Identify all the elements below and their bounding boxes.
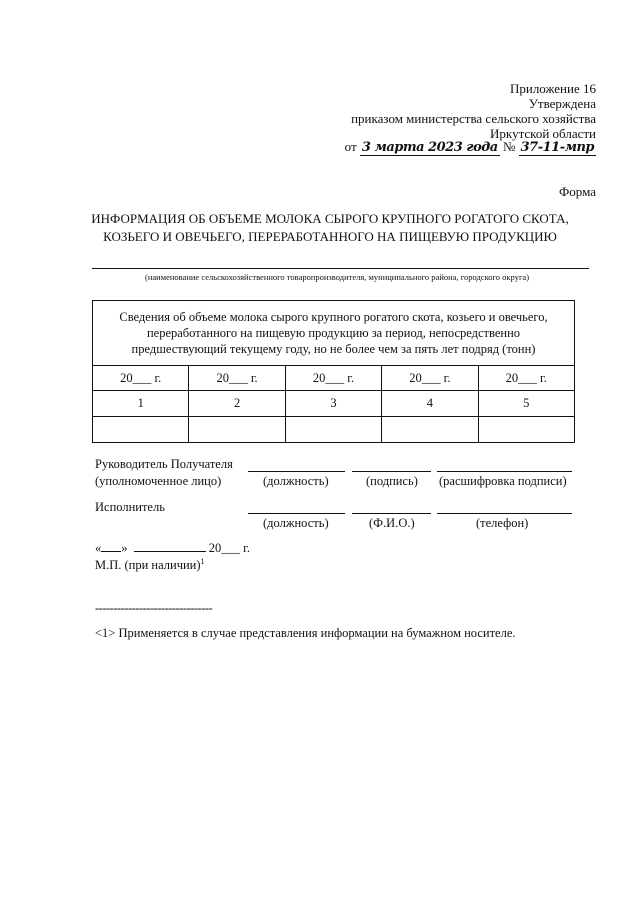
head-decoding-line[interactable] (437, 471, 572, 472)
head-signature-caption: (подпись) (366, 474, 418, 488)
form-label: Форма (559, 184, 596, 199)
head-signature-line[interactable] (352, 471, 431, 472)
year-cell-1: 20___ г. (93, 366, 189, 391)
value-cell-2[interactable] (189, 417, 285, 443)
footnote-text: <1> Применяется в случае представления информации на бумажном носителе. (95, 626, 516, 640)
footnote-separator: -------------------------------- (95, 601, 213, 615)
milk-volume-table (92, 300, 575, 443)
head-label: Руководитель Получателя (95, 457, 233, 471)
head-decoding-caption: (расшифровка подписи) (439, 474, 567, 488)
approved-label: Утверждена (528, 96, 596, 111)
year-cell-4: 20___ г. (382, 366, 478, 391)
title-line-1: ИНФОРМАЦИЯ ОБ ОБЪЕМЕ МОЛОКА СЫРОГО КРУПНОГО РОГАТОГО СКОТА, (91, 211, 569, 226)
stamp-footnote-mark: 1 (200, 557, 205, 566)
stamp-text: М.П. (при наличии) (95, 558, 201, 573)
title-line-2: КОЗЬЕГО И ОВЕЧЬЕГО, ПЕРЕРАБОТАННОГО НА ПИЩЕВУЮ ПРОДУКЦИЮ (103, 229, 557, 244)
executor-fio-caption: (Ф.И.О.) (369, 516, 415, 530)
from-label: от (344, 139, 357, 154)
value-cell-4[interactable] (382, 417, 478, 443)
column-number-4: 4 (382, 391, 478, 417)
head-position-caption: (должность) (263, 474, 329, 488)
producer-name-line (92, 268, 589, 269)
table-header-cell (93, 301, 575, 366)
stamp-label (95, 557, 205, 573)
quote-open: « (95, 541, 102, 555)
table-header-line-3: предшествующий текущему году, но не более чем за пять лет подряд (тонн) (131, 342, 536, 356)
executor-position-line[interactable] (248, 513, 345, 514)
head-position-line[interactable] (248, 471, 345, 472)
executor-fio-line[interactable] (352, 513, 431, 514)
handwritten-number: 37-11-мпр (520, 140, 594, 155)
year-cell-5: 20___ г. (478, 366, 574, 391)
producer-caption: (наименование сельскохозяйственного товаропроизводителя, муниципального района, городского округа) (145, 272, 530, 282)
head-sub-label: (уполномоченное лицо) (95, 474, 222, 488)
executor-label: Исполнитель (95, 500, 165, 514)
value-cell-5[interactable] (478, 417, 574, 443)
year-cell-3: 20___ г. (285, 366, 381, 391)
executor-phone-caption: (телефон) (476, 516, 529, 530)
order-by-label: приказом министерства сельского хозяйства (351, 111, 596, 126)
region-label: Иркутской области (490, 126, 596, 141)
executor-position-caption: (должность) (263, 516, 329, 530)
handwritten-date: 3 марта 2023 года (361, 140, 498, 155)
year-field: 20___ г. (208, 541, 250, 555)
appendix-label: Приложение 16 (509, 81, 596, 96)
year-cell-2: 20___ г. (189, 366, 285, 391)
order-date-line (345, 139, 596, 156)
column-number-5: 5 (478, 391, 574, 417)
quote-close: » (121, 541, 128, 555)
executor-phone-line[interactable] (437, 513, 572, 514)
document-title (60, 210, 600, 246)
value-cell-3[interactable] (285, 417, 381, 443)
month-field[interactable] (134, 551, 206, 552)
column-number-3: 3 (285, 391, 381, 417)
day-field[interactable] (101, 551, 121, 552)
column-number-2: 2 (189, 391, 285, 417)
value-cell-1[interactable] (93, 417, 189, 443)
column-number-1: 1 (93, 391, 189, 417)
number-label: № (502, 139, 516, 154)
table-header-line-2: переработанного на пищевую продукцию за период, непосредственно (146, 326, 521, 340)
date-line (95, 541, 250, 556)
table-header-line-1: Сведения об объеме молока сырого крупного рогатого скота, козьего и овечьего, (119, 310, 548, 324)
